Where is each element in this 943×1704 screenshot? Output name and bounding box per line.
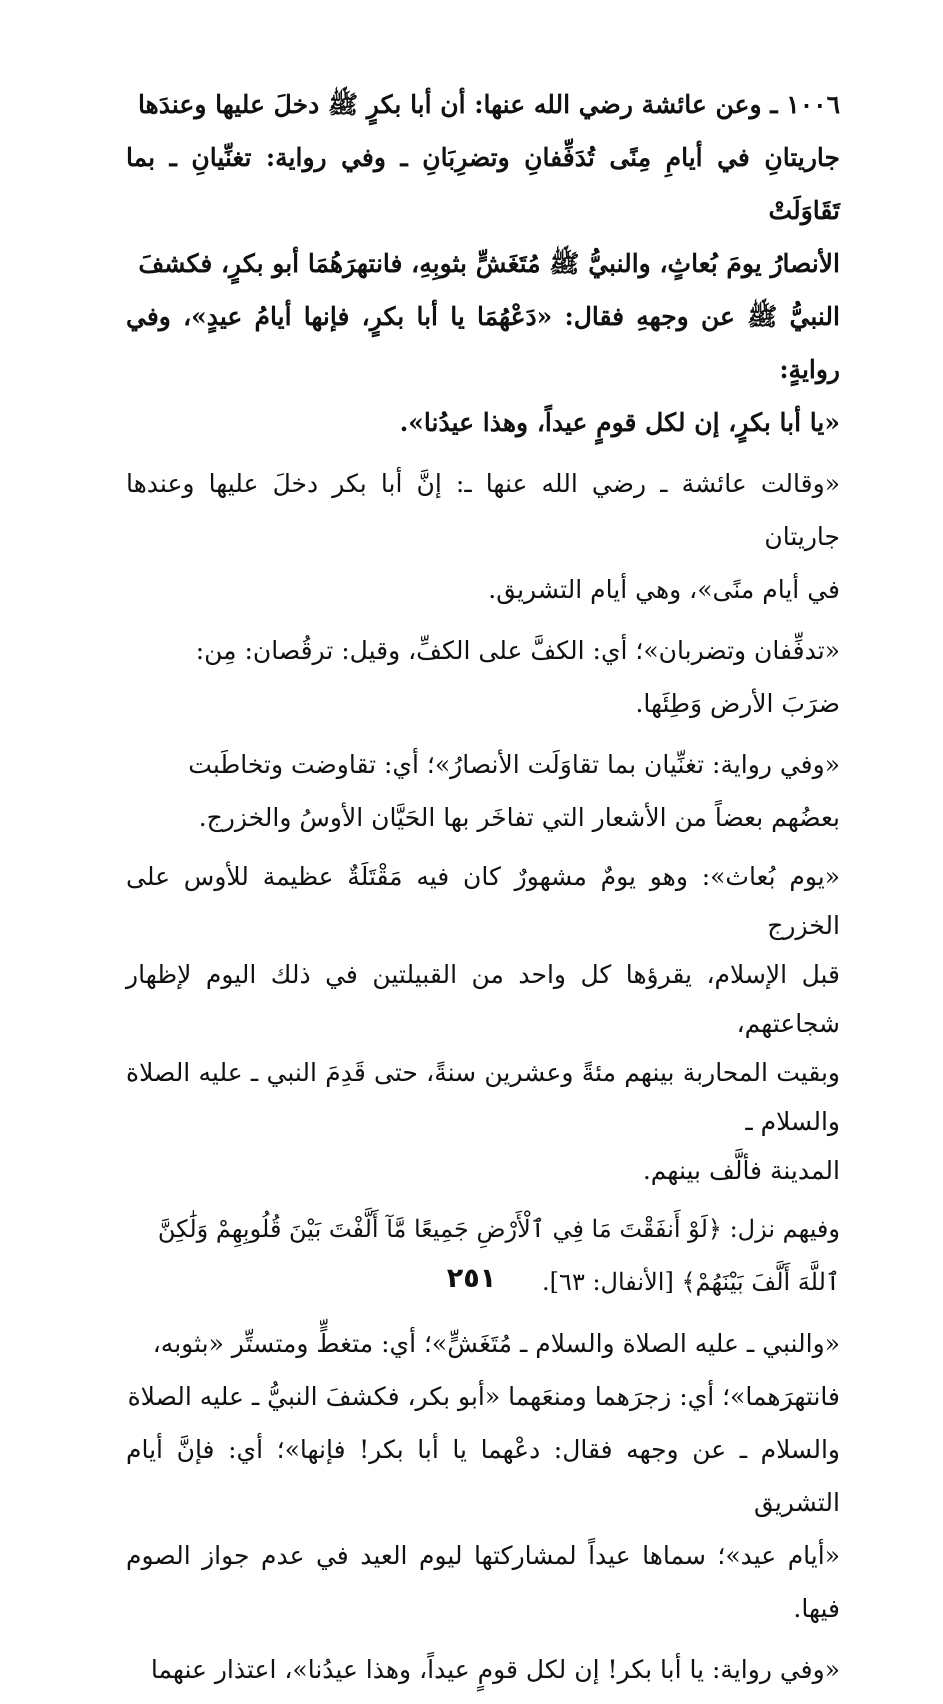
text-line: قبل الإسلام، يقرؤها كل واحد من القبيلتين في ذلك اليوم لإظهار شجاعتهم،: [126, 960, 840, 1038]
page-number: ٢٥١: [446, 1263, 497, 1294]
text-line: ضرَبَ الأرض وَطِئَها.: [635, 689, 840, 718]
commentary-paragraph: [126, 624, 840, 730]
text-line: الأنصارُ يومَ بُعاثٍ، والنبيُّ ﷺ مُتَغَشٍّ بثوبِهِ، فانتهرَهُمَا أبو بكرٍ، فكشفَ: [138, 249, 840, 278]
text-line: «تدفِّفان وتضربان»؛ أي: الكفَّ على الكفِّ، وقيل: ترقُصان: مِن:: [195, 636, 840, 665]
commentary-paragraph: [126, 1643, 840, 1696]
text-line: فانتهرَهما»؛ أي: زجرَهما ومنعَهما «أبو بكر، فكشفَ النبيُّ ـ عليه الصلاة: [127, 1382, 840, 1411]
text-line: وفيهم نزل: ﴿لَوْ أَنفَقْتَ مَا فِي ٱلْأَرْضِ جَمِيعًا مَّآ أَلَّفْتَ بَيْنَ قُلُوبِهِمْ وَلَٰكِنَّ: [157, 1215, 840, 1243]
text-line: «يوم بُعاث»: وهو يومٌ مشهورٌ كان فيه مَقْتَلَةٌ عظيمة للأوس على الخزرج: [126, 862, 840, 940]
text-line: والسلام ـ عن وجهه فقال: دعْهما يا أبا بكر! فإنها»؛ أي: فإنَّ أيام التشريق: [126, 1435, 840, 1517]
text-line: النبيُّ ﷺ عن وجههِ فقال: «دَعْهُمَا يا أبا بكرٍ، فإنها أيامُ عيدٍ»، وفي روايةٍ:: [126, 302, 840, 384]
text-line: «وفي رواية: تغنِّيان بما تقاوَلَت الأنصارُ»؛ أي: تقاوضت وتخاطَبت: [188, 750, 840, 779]
text-line: وبقيت المحاربة بينهم مئةً وعشرين سنةً، حتى قَدِمَ النبي ـ عليه الصلاة والسلام ـ: [126, 1058, 840, 1136]
commentary-paragraph: [126, 852, 840, 1195]
text-line: «وقالت عائشة ـ رضي الله عنها ـ: إنَّ أبا بكر دخلَ عليها وعندها جاريتان: [126, 469, 840, 551]
commentary-paragraph: [126, 1317, 840, 1635]
commentary-paragraph: [126, 457, 840, 616]
text-line: «والنبي ـ عليه الصلاة والسلام ـ مُتَغَشٍّ»؛ أي: متغطٍّ ومتستِّر «بثوبه،: [152, 1329, 840, 1358]
text-line: في أيام منًى»، وهي أيام التشريق.: [488, 575, 840, 604]
text-line: «وفي رواية: يا أبا بكر! إن لكل قومٍ عيداً، وهذا عيدُنا»، اعتذار عنهما: [150, 1655, 840, 1684]
commentary-paragraph: [126, 738, 840, 844]
hadith-1006-paragraph: [126, 78, 840, 449]
text-line: بعضُهم بعضاً من الأشعار التي تفاخَر بها الحَيَّان الأوسُ والخزرج.: [198, 803, 840, 832]
text-line: ٱللَّهَ أَلَّفَ بَيْنَهُمْ﴾ [الأنفال: ٦٣].: [542, 1268, 840, 1296]
text-line: «يا أبا بكرٍ، إن لكل قومٍ عيداً، وهذا عيدُنا».: [399, 408, 840, 437]
text-line: جاريتانِ في أيامِ مِنًى تُدَفِّفانِ وتضرِبَانِ ـ وفي رواية: تغنِّيانِ ـ بما تَقَاوَلَتْ: [126, 143, 840, 225]
text-line: المدينة فألَّف بينهم.: [642, 1156, 840, 1185]
text-line: ١٠٠٦ ـ وعن عائشة رضي الله عنها: أن أبا بكرٍ ﷺ دخلَ عليها وعندَها: [137, 90, 840, 119]
text-line: «أيام عيد»؛ سماها عيداً لمشاركتها ليوم العيد في عدم جواز الصوم فيها.: [126, 1541, 840, 1623]
page-body: [126, 78, 840, 1704]
